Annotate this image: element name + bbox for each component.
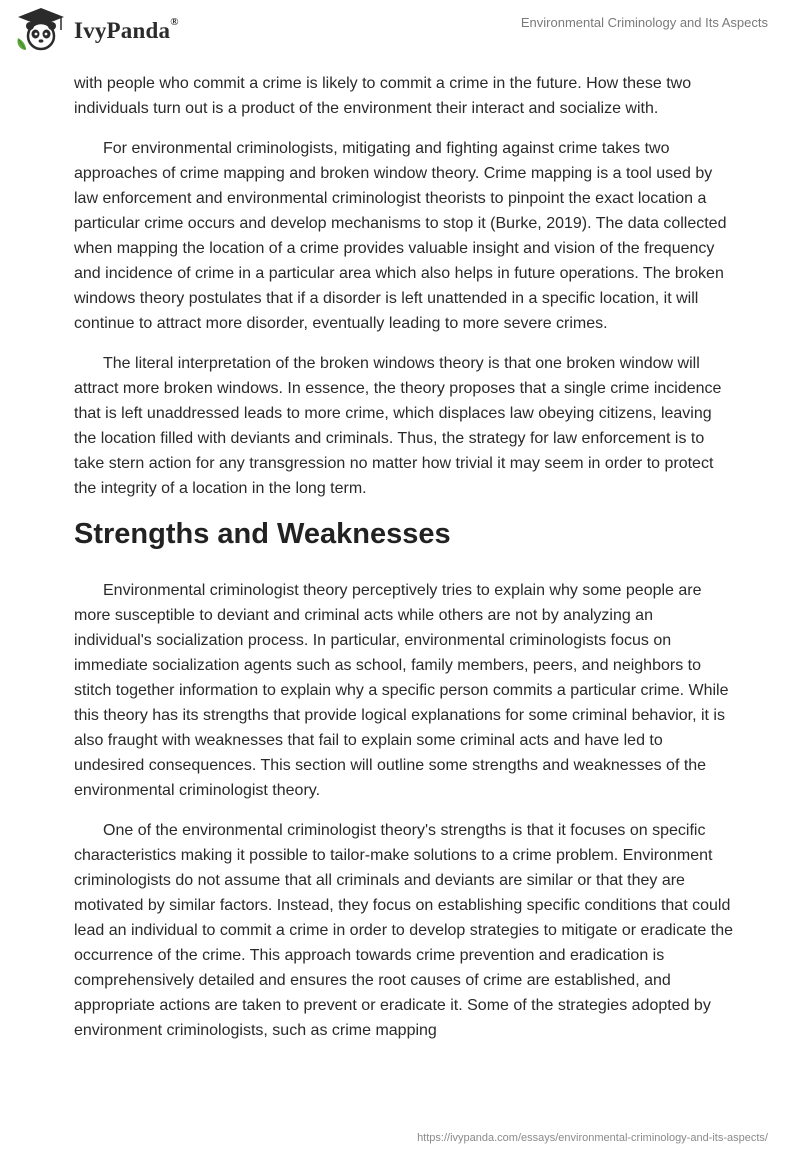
paragraph-strength-one: One of the environmental criminologist theory's strengths is that it focuses on specific characteristics making it possible to tailor-make solutions to a crime problem. Environment criminologists do not assume that all criminals and deviants are similar or that they are motivated by similar factors. Instead, they focus on establishing specific conditions that could lead an individual to commit a crime in order to develop strategies to mitigate or eradicate the occurrence of the crime. This approach towards crime prevention and eradication is comprehensively detailed and ensures the root causes of crime are established, and appropriate actions are taken to prevent or eradicate it. Some of the strategies adopted by environment criminologists, such as crime mapping <box>74 822 734 1039</box>
panda-graduate-icon <box>14 6 68 52</box>
section-heading: Strengths and Weaknesses <box>74 518 451 550</box>
source-url[interactable]: https://ivypanda.com/essays/environmental-criminology-and-its-aspects/ <box>417 1132 768 1144</box>
paragraph-crime-mapping: For environmental criminologists, mitigating and fighting against crime takes two approaches of crime mapping and broken window theory. Crime mapping is a tool used by law enforcement and environmental criminologist theorists to pinpoint the exact location a particular crime occurs and develop mechanisms to stop it (Burke, 2019). The data collected when mapping the location of a crime provides valuable insight and vision of the frequency and incidence of crime in a particular area which also helps in future operations. The broken windows theory postulates that if a disorder is left unattended in a specific location, it will continue to attract more disorder, eventually leading to more severe crimes. <box>74 140 727 332</box>
registered-mark: ® <box>170 16 179 28</box>
brand-name: IvyPanda® <box>74 16 179 43</box>
paragraph-continuation: with people who commit a crime is likely to commit a crime in the future. How these two individuals turn out is a product of the environment their interact and socialize with. <box>74 75 692 117</box>
paragraph-broken-windows: The literal interpretation of the broken windows theory is that one broken window will attract more broken windows. In essence, the theory proposes that a single crime incidence that is left unaddressed leads to more crime, which displaces law obeying citizens, leaving the location filled with deviants and criminals. Thus, the strategy for law enforcement is to take stern action for any transgression no matter how trivial it may seem in order to protect the integrity of a location in the long term. <box>74 355 722 497</box>
page-header <box>0 0 800 60</box>
essay-body <box>74 71 734 1058</box>
document-title: Environmental Criminology and Its Aspects <box>520 15 768 30</box>
paragraph-strengths-intro: Environmental criminologist theory perceptively tries to explain why some people are more susceptible to deviant and criminal acts while others are not by analyzing an individual's socialization process. In particular, environmental criminologists focus on immediate socialization agents such as school, family members, peers, and neighbors to stitch together information to explain why a specific person commits a particular crime. While this theory has its strengths that provide logical explanations for some criminal behavior, it is also fraught with weaknesses that fail to explain some criminal acts and have led to undesired consequences. This section will outline some strengths and weaknesses of the environmental criminologist theory. <box>74 582 729 799</box>
brand-logo[interactable] <box>14 6 179 52</box>
